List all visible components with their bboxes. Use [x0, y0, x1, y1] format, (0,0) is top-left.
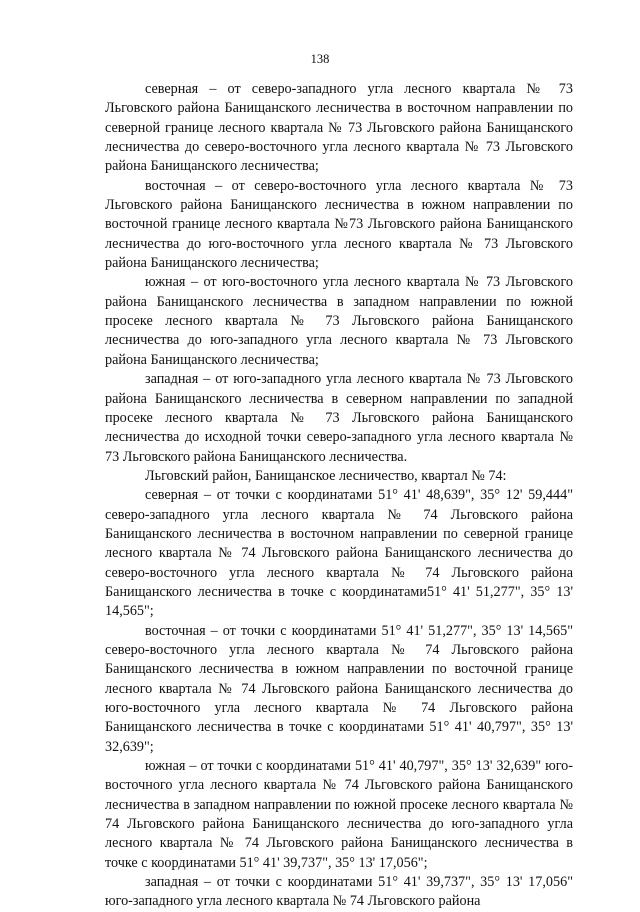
- paragraph-kv74-south: южная – от точки с координатами 51° 41' 40,797", 35° 13' 32,639" юго-восточного угла лесного квартала № 74 Льговского района Банищанского лесничества в западном направлении по южной просеке лесного квартала № 74 Льговского района Банищанского лесничества до юго-западного угла лесного квартала № 74 Льговского района Банищанского лесничества в точке с координатами 51° 41' 39,737", 35° 13' 17,056";: [105, 758, 573, 871]
- paragraph-kv74-west: западная – от точки с координатами 51° 41' 39,737", 35° 13' 17,056" юго-западного угла лесного квартала № 74 Льговского района: [105, 874, 573, 910]
- paragraph-kv73-east: восточная – от северо-восточного угла лесного квартала № 73 Льговского района Банищанского лесничества в южном направлении по восточной границе лесного квартала №73 Льговского района Банищанского лесничества до юго-восточного угла лесного квартала № 73 Льговского района Банищанского лесничества;: [105, 177, 573, 272]
- paragraph-kv73-west: западная – от юго-западного угла лесного квартала № 73 Льговского района Банищанского лесничества в северном направлении по западной просеке лесного квартала № 73 Льговского района Банищанского лесничества до исходной точки северо-западного угла лесного квартала № 73 Льговского района Банищанского лесничества.: [105, 371, 573, 465]
- document-body: [105, 80, 573, 912]
- paragraph-kv73-south: южная – от юго-восточного угла лесного квартала № 73 Льговского района Банищанского лесничества в западном направлении по южной просеке лесного квартала № 73 Льговского района Банищанского лесничества до юго-западного угла лесного квартала № 73 Льговского района Банищанского лесничества;: [105, 274, 573, 368]
- paragraph-kv74-north: северная – от точки с координатами 51° 41' 48,639", 35° 12' 59,444" северо-западного угла лесного квартала № 74 Льговского района Банищанского лесничества в восточном направлении по северной границе лесного квартала № 74 Льговского района Банищанского лесничества до северо-восточного угла лесного квартала № 74 Льговского района Банищанского лесничества в точке с координатами51° 41' 51,277", 35° 13' 14,565";: [105, 487, 573, 620]
- page-number: 138: [310, 52, 330, 66]
- paragraph-kv73-north: северная – от северо-западного угла лесного квартала № 73 Льговского района Банищанского лесничества в восточном направлении по северной границе лесного квартала № 73 Льговского района Банищанского лесничества до северо-восточного угла лесного квартала № 73 Льговского района Банищанского лесничества;: [105, 81, 573, 175]
- paragraph-kv74-east: восточная – от точки с координатами 51° 41' 51,277", 35° 13' 14,565" северо-восточного угла лесного квартала № 74 Льговского района Банищанского лесничества в южном направлении по восточной границе лесного квартала № 74 Льговского района Банищанского лесничества до юго-восточного угла лесного квартала № 74 Льговского района Банищанского лесничества в точке с координатами 51° 41' 40,797", 35° 13' 32,639";: [105, 622, 573, 755]
- paragraph-kv74-heading: Льговский район, Банищанское лесничество, квартал № 74:: [145, 467, 507, 484]
